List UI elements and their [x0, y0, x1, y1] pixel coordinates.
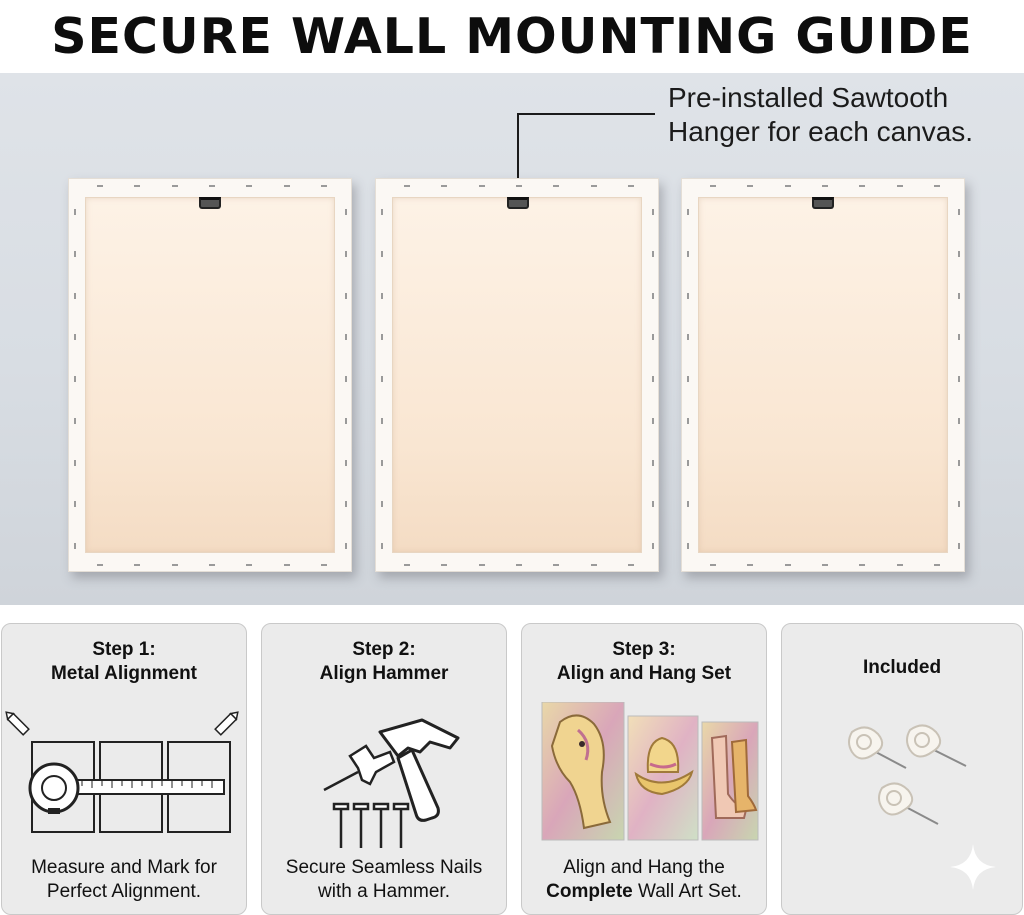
staple [652, 209, 654, 215]
step-3-description [522, 856, 766, 904]
staple [172, 564, 178, 566]
canvas-back-right [698, 197, 948, 553]
step-1-description [2, 856, 246, 904]
staple [687, 543, 689, 549]
staple [134, 185, 140, 187]
staple [747, 185, 753, 187]
staple [687, 418, 689, 424]
step-1-desc-line-2: Perfect Alignment. [46, 881, 202, 902]
staple [822, 185, 828, 187]
staple [441, 564, 447, 566]
staple [652, 293, 654, 299]
step-1-desc-line-1: Measure and Mark for [31, 857, 217, 878]
staple [134, 564, 140, 566]
staple [381, 418, 383, 424]
step-3-card [521, 623, 767, 915]
staple [591, 564, 597, 566]
staple [516, 185, 522, 187]
canvas-backs-photo [0, 73, 1024, 605]
staple [284, 185, 290, 187]
staple [441, 185, 447, 187]
step-2-subheading: Align Hammer [319, 663, 449, 684]
staple [381, 543, 383, 549]
canvas-middle [375, 178, 659, 572]
staple [209, 564, 215, 566]
staple [74, 501, 76, 507]
staple [958, 418, 960, 424]
staple [934, 185, 940, 187]
staple [345, 460, 347, 466]
step-3-title [522, 638, 766, 686]
step-2-description [262, 856, 506, 904]
staple [74, 209, 76, 215]
step-3-desc-line-2 [522, 880, 766, 904]
staple [687, 293, 689, 299]
staple [172, 185, 178, 187]
wall-art-set [522, 702, 768, 852]
staple [97, 564, 103, 566]
staple [958, 251, 960, 257]
staple [404, 185, 410, 187]
callout-line-1: Pre-installed Sawtooth [668, 82, 949, 113]
staple [209, 185, 215, 187]
sawtooth-hanger-icon [812, 197, 834, 209]
staple [652, 418, 654, 424]
step-2-card [261, 623, 507, 915]
staple [958, 376, 960, 382]
staple [381, 460, 383, 466]
staple [710, 564, 716, 566]
sawtooth-hanger-icon [507, 197, 529, 209]
staple [381, 293, 383, 299]
cowboy-boots-painting [702, 722, 758, 840]
staple [97, 185, 103, 187]
canvas-left [68, 178, 352, 572]
staple [345, 418, 347, 424]
staple [345, 334, 347, 340]
staple [479, 185, 485, 187]
staple [652, 251, 654, 257]
staple [958, 209, 960, 215]
nail-icon [334, 804, 408, 848]
staple [958, 501, 960, 507]
canvas-back-left [85, 197, 335, 553]
staple [687, 251, 689, 257]
staple [710, 185, 716, 187]
staple [345, 501, 347, 507]
step-1-subheading: Metal Alignment [50, 663, 198, 684]
step-2-heading: Step 2: [352, 639, 416, 660]
step-3-desc-line-1: Align and Hang the [563, 857, 725, 878]
callout-line-2: Hanger for each canvas. [668, 116, 974, 147]
step-3-desc-bold: Complete [546, 881, 633, 902]
staple [553, 564, 559, 566]
staple [381, 501, 383, 507]
staple [859, 564, 865, 566]
staple [687, 460, 689, 466]
staple [687, 334, 689, 340]
staple [321, 564, 327, 566]
staple [652, 543, 654, 549]
hanger-callout [668, 81, 973, 149]
staple [381, 376, 383, 382]
pencil-icon [215, 709, 240, 734]
staple [687, 501, 689, 507]
step-1-title [2, 638, 246, 686]
step-1-heading: Step 1: [92, 639, 156, 660]
callout-pointer-vertical [517, 113, 519, 187]
staple [516, 564, 522, 566]
staple [687, 209, 689, 215]
staple [628, 185, 634, 187]
step-2-desc-line-1: Secure Seamless Nails [285, 857, 483, 878]
staple [246, 185, 252, 187]
staple [747, 564, 753, 566]
staple [321, 185, 327, 187]
step-3-subheading: Align and Hang Set [556, 663, 732, 684]
staple [345, 293, 347, 299]
staple [479, 564, 485, 566]
step-2-desc-line-2: with a Hammer. [318, 881, 450, 902]
staple [74, 334, 76, 340]
staple [652, 460, 654, 466]
staple [897, 564, 903, 566]
step-3-desc-rest: Wall Art Set. [632, 881, 742, 902]
staple [652, 334, 654, 340]
canvas-right [681, 178, 965, 572]
staple [74, 376, 76, 382]
canvas-back-middle [392, 197, 642, 553]
staple [687, 376, 689, 382]
callout-pointer-horizontal [517, 113, 655, 115]
staple [958, 460, 960, 466]
staple [404, 564, 410, 566]
staple [381, 209, 383, 215]
staple [785, 564, 791, 566]
staple [822, 564, 828, 566]
staple [958, 293, 960, 299]
staple [345, 543, 347, 549]
staple [284, 564, 290, 566]
staple [74, 251, 76, 257]
staple [381, 251, 383, 257]
pencil-icon [3, 709, 28, 734]
staple [628, 564, 634, 566]
staple [652, 376, 654, 382]
staple [652, 501, 654, 507]
push-pin-icon [324, 746, 394, 790]
horse-painting [542, 702, 624, 840]
sparkle-icon [950, 844, 996, 890]
step-1-card [1, 623, 247, 915]
staple [246, 564, 252, 566]
staple [958, 543, 960, 549]
cowboy-hat-painting [628, 716, 698, 840]
staple [785, 185, 791, 187]
staple [345, 376, 347, 382]
page-title: SECURE WALL MOUNTING GUIDE [51, 7, 973, 65]
staple [345, 251, 347, 257]
staple [934, 564, 940, 566]
staple [345, 209, 347, 215]
staple [859, 185, 865, 187]
step-3-heading: Step 3: [612, 639, 676, 660]
included-title: Included [862, 657, 942, 678]
staple [74, 460, 76, 466]
wall-hook-icon [782, 714, 1024, 844]
included-card [781, 623, 1023, 915]
staple [74, 293, 76, 299]
sawtooth-hanger-icon [199, 197, 221, 209]
staple [74, 418, 76, 424]
staple [553, 185, 559, 187]
staple [897, 185, 903, 187]
step-2-title [262, 638, 506, 686]
staple [591, 185, 597, 187]
tape-measure-icon [2, 708, 248, 848]
hammer-icon [262, 712, 508, 852]
staple [381, 334, 383, 340]
staple [958, 334, 960, 340]
staple [74, 543, 76, 549]
